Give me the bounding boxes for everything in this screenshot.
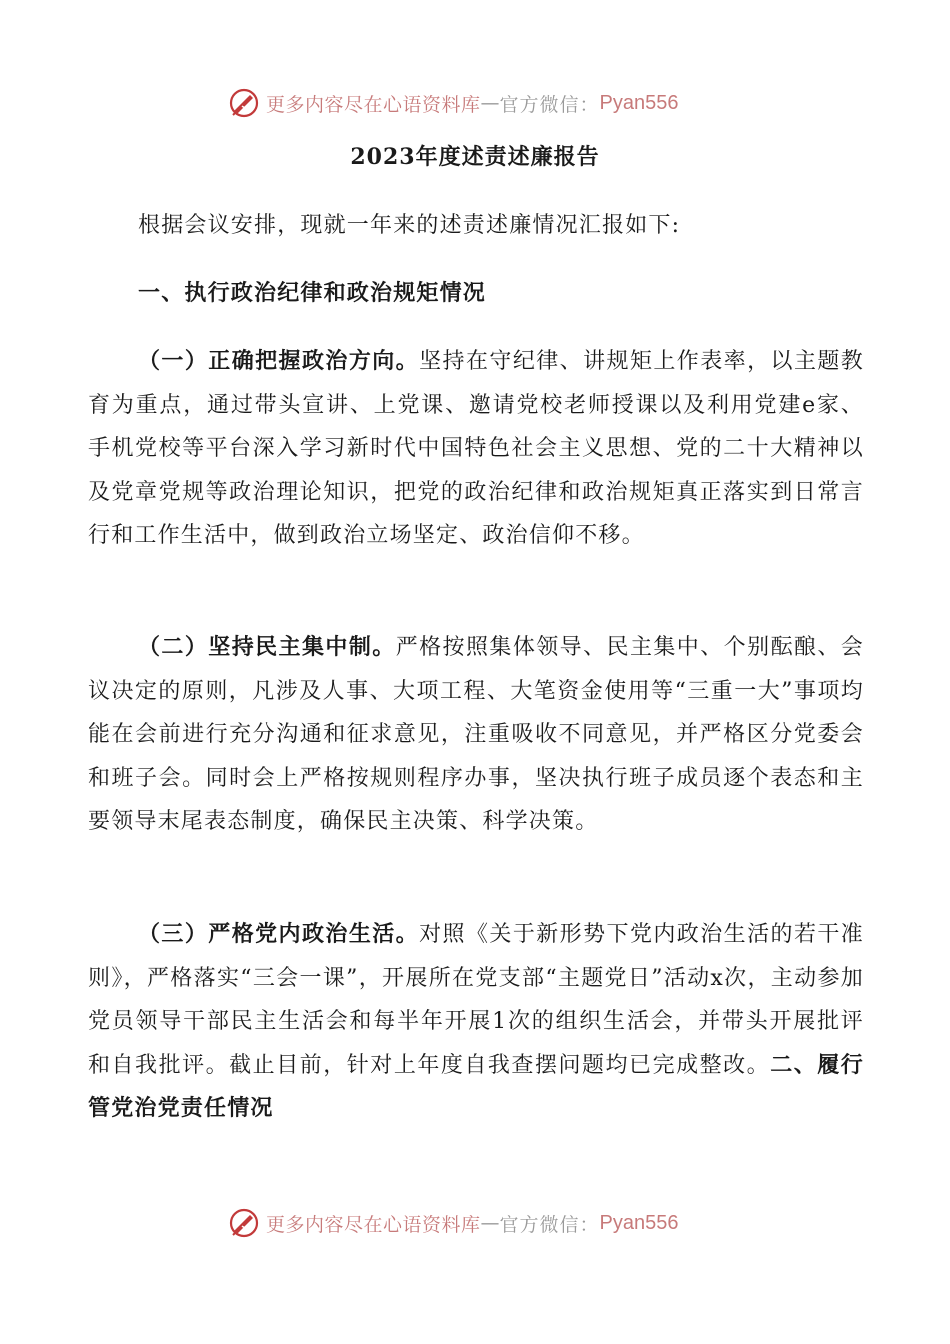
paragraph-1-body: 坚持在守纪律、讲规矩上作表率，以主题教育为重点，通过带头宣讲、上党课、邀请党校老师授课以及利用党建e家、手机党校等平台深入学习新时代中国特色社会主义思想、党的二十大精神以及党章党规等政治理论知识，把党的政治纪律和政治规矩真正落实到日常言行和工作生活中，做到政治立场坚定、政治信仰不移。: [88, 349, 864, 549]
paragraph-2-lead: （二）坚持民主集中制。: [138, 634, 396, 660]
watermark-contact-label: 官方微信：: [499, 1213, 600, 1236]
paragraph-3-lead: （三）严格党内政治生活。: [138, 921, 420, 947]
paragraph-3: [88, 913, 864, 1131]
paragraph-3-body: 对照《关于新形势下党内政治生活的若干准则》，严格落实“三会一课”，开展所在党支部“主题党日”活动x次，主动参加党员领导干部民主生活会和每半年开展1次的组织生活会，并带头开展批评和自我批评。截止目前，针对上年度自我查摆问题均已完成整改。: [88, 922, 864, 1078]
pen-logo-icon: [228, 1207, 260, 1239]
document-title: 2023年度述责述廉报告: [350, 144, 600, 170]
paragraph-2-body: 严格按照集体领导、民主集中、个别酝酿、会议决定的原则，凡涉及人事、大项工程、大笔资金使用等“三重一大”事项均能在会前进行充分沟通和征求意见，注重吸收不同意见，并严格区分党委会和班子会。同时会上严格按规则程序办事，坚决执行班子成员逐个表态和主要领导末尾表态制度，确保民主决策、科学决策。: [88, 635, 864, 835]
section-1-heading: 一、执行政治纪律和政治规矩情况: [138, 280, 487, 306]
watermark-dash: —: [480, 1212, 500, 1234]
paragraph-2: [88, 626, 864, 844]
watermark-contact-id: Pyan556: [599, 1211, 679, 1234]
header-watermark: [228, 86, 679, 120]
paragraph-1-lead: （一）正确把握政治方向。: [138, 348, 420, 374]
pen-logo-icon: [228, 87, 260, 119]
section-2-heading: 二、履行管党治党责任情况: [88, 1051, 864, 1122]
intro-paragraph: 根据会议安排，现就一年来的述责述廉情况汇报如下:: [138, 213, 681, 238]
watermark-dash: —: [480, 92, 500, 114]
watermark-contact-id: Pyan556: [599, 91, 679, 114]
watermark-site-text: 更多内容尽在心语资料库: [266, 1213, 481, 1236]
watermark-contact-label: 官方微信：: [499, 93, 600, 116]
footer-watermark: [228, 1206, 679, 1240]
watermark-site-text: 更多内容尽在心语资料库: [266, 93, 481, 116]
paragraph-1: [88, 340, 864, 558]
